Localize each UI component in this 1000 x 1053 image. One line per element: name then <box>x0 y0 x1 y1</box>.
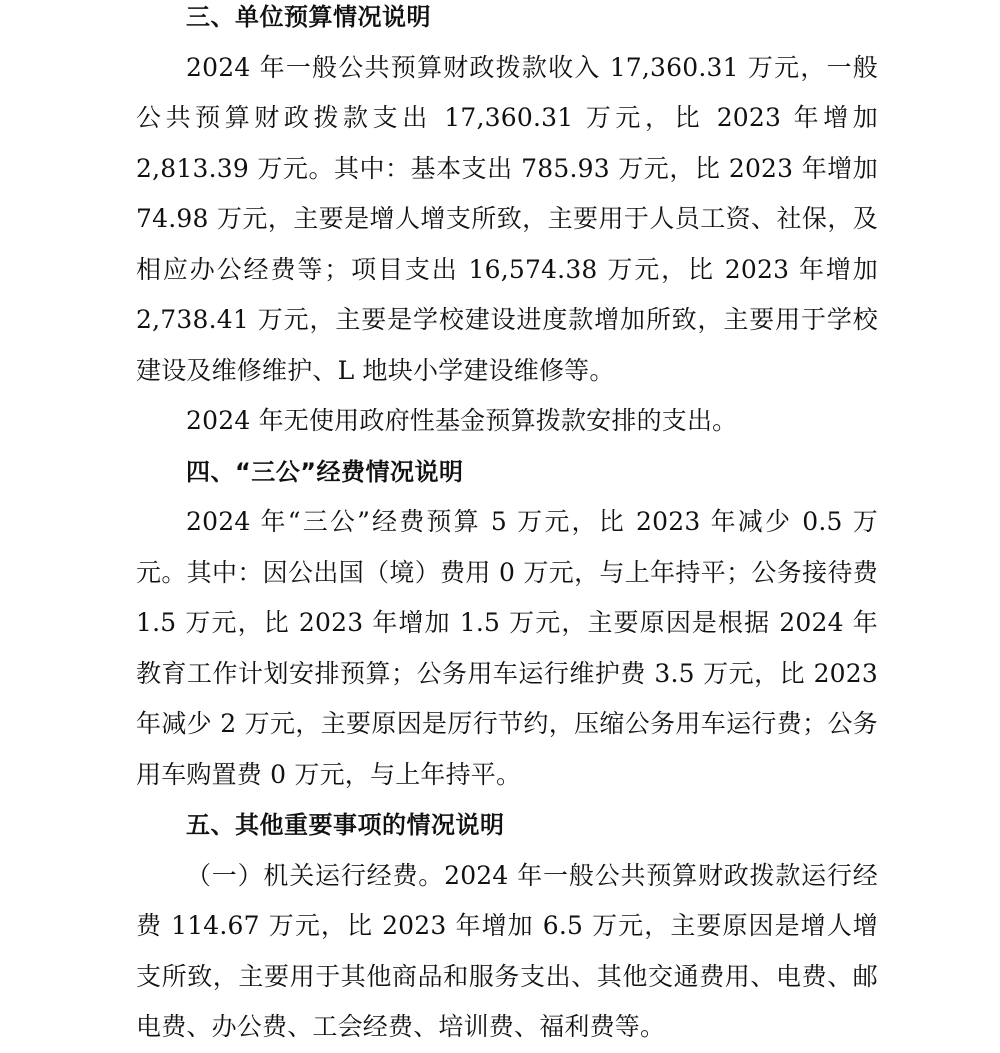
paragraph-budget-summary: 2024 年一般公共预算财政拨款收入 17,360.31 万元，一般公共预算财政拨款支出 17,360.31 万元，比 2023 年增加 2,813.39 万元。其中：基本支出 785.93 万元，比 2023 年增加 74.98 万元，主要是增人增支所致，主要用于人员工资、社保，及相应办公经费等；项目支出 16,574.38 万元，比 2023 年增加 2,738.41 万元，主要是学校建设进度款增加所致，主要用于学校建设及维修维护、L 地块小学建设维修等。 <box>136 52 878 385</box>
paragraph-operating-expenses: （一）机关运行经费。2024 年一般公共预算财政拨款运行经费 114.67 万元，比 2023 年增加 6.5 万元，主要原因是增人增支所致，主要用于其他商品和服务支出、其他交通费用、电费、邮电费、办公费、工会经费、培训费、福利费等。 <box>136 860 878 1041</box>
paragraph-three-public-expenses: 2024 年“三公”经费预算 5 万元，比 2023 年减少 0.5 万元。其中：因公出国（境）费用 0 万元，与上年持平；公务接待费 1.5 万元，比 2023 年增加 1.5 万元，主要原因是根据 2024 年教育工作计划安排预算；公务用车运行维护费 3.5 万元，比 2023 年减少 2 万元，主要原因是厉行节约，压缩公务用车运行费；公务用车购置费 0 万元，与上年持平。 <box>136 507 878 789</box>
document-page <box>136 0 878 1053</box>
section-heading-three-public: 四、“三公”经费情况说明 <box>186 457 464 486</box>
paragraph-fund-budget: 2024 年无使用政府性基金预算拨款安排的支出。 <box>186 406 738 435</box>
section-heading-other-matters: 五、其他重要事项的情况说明 <box>186 811 505 839</box>
section-heading-unit-budget: 三、单位预算情况说明 <box>186 3 431 31</box>
